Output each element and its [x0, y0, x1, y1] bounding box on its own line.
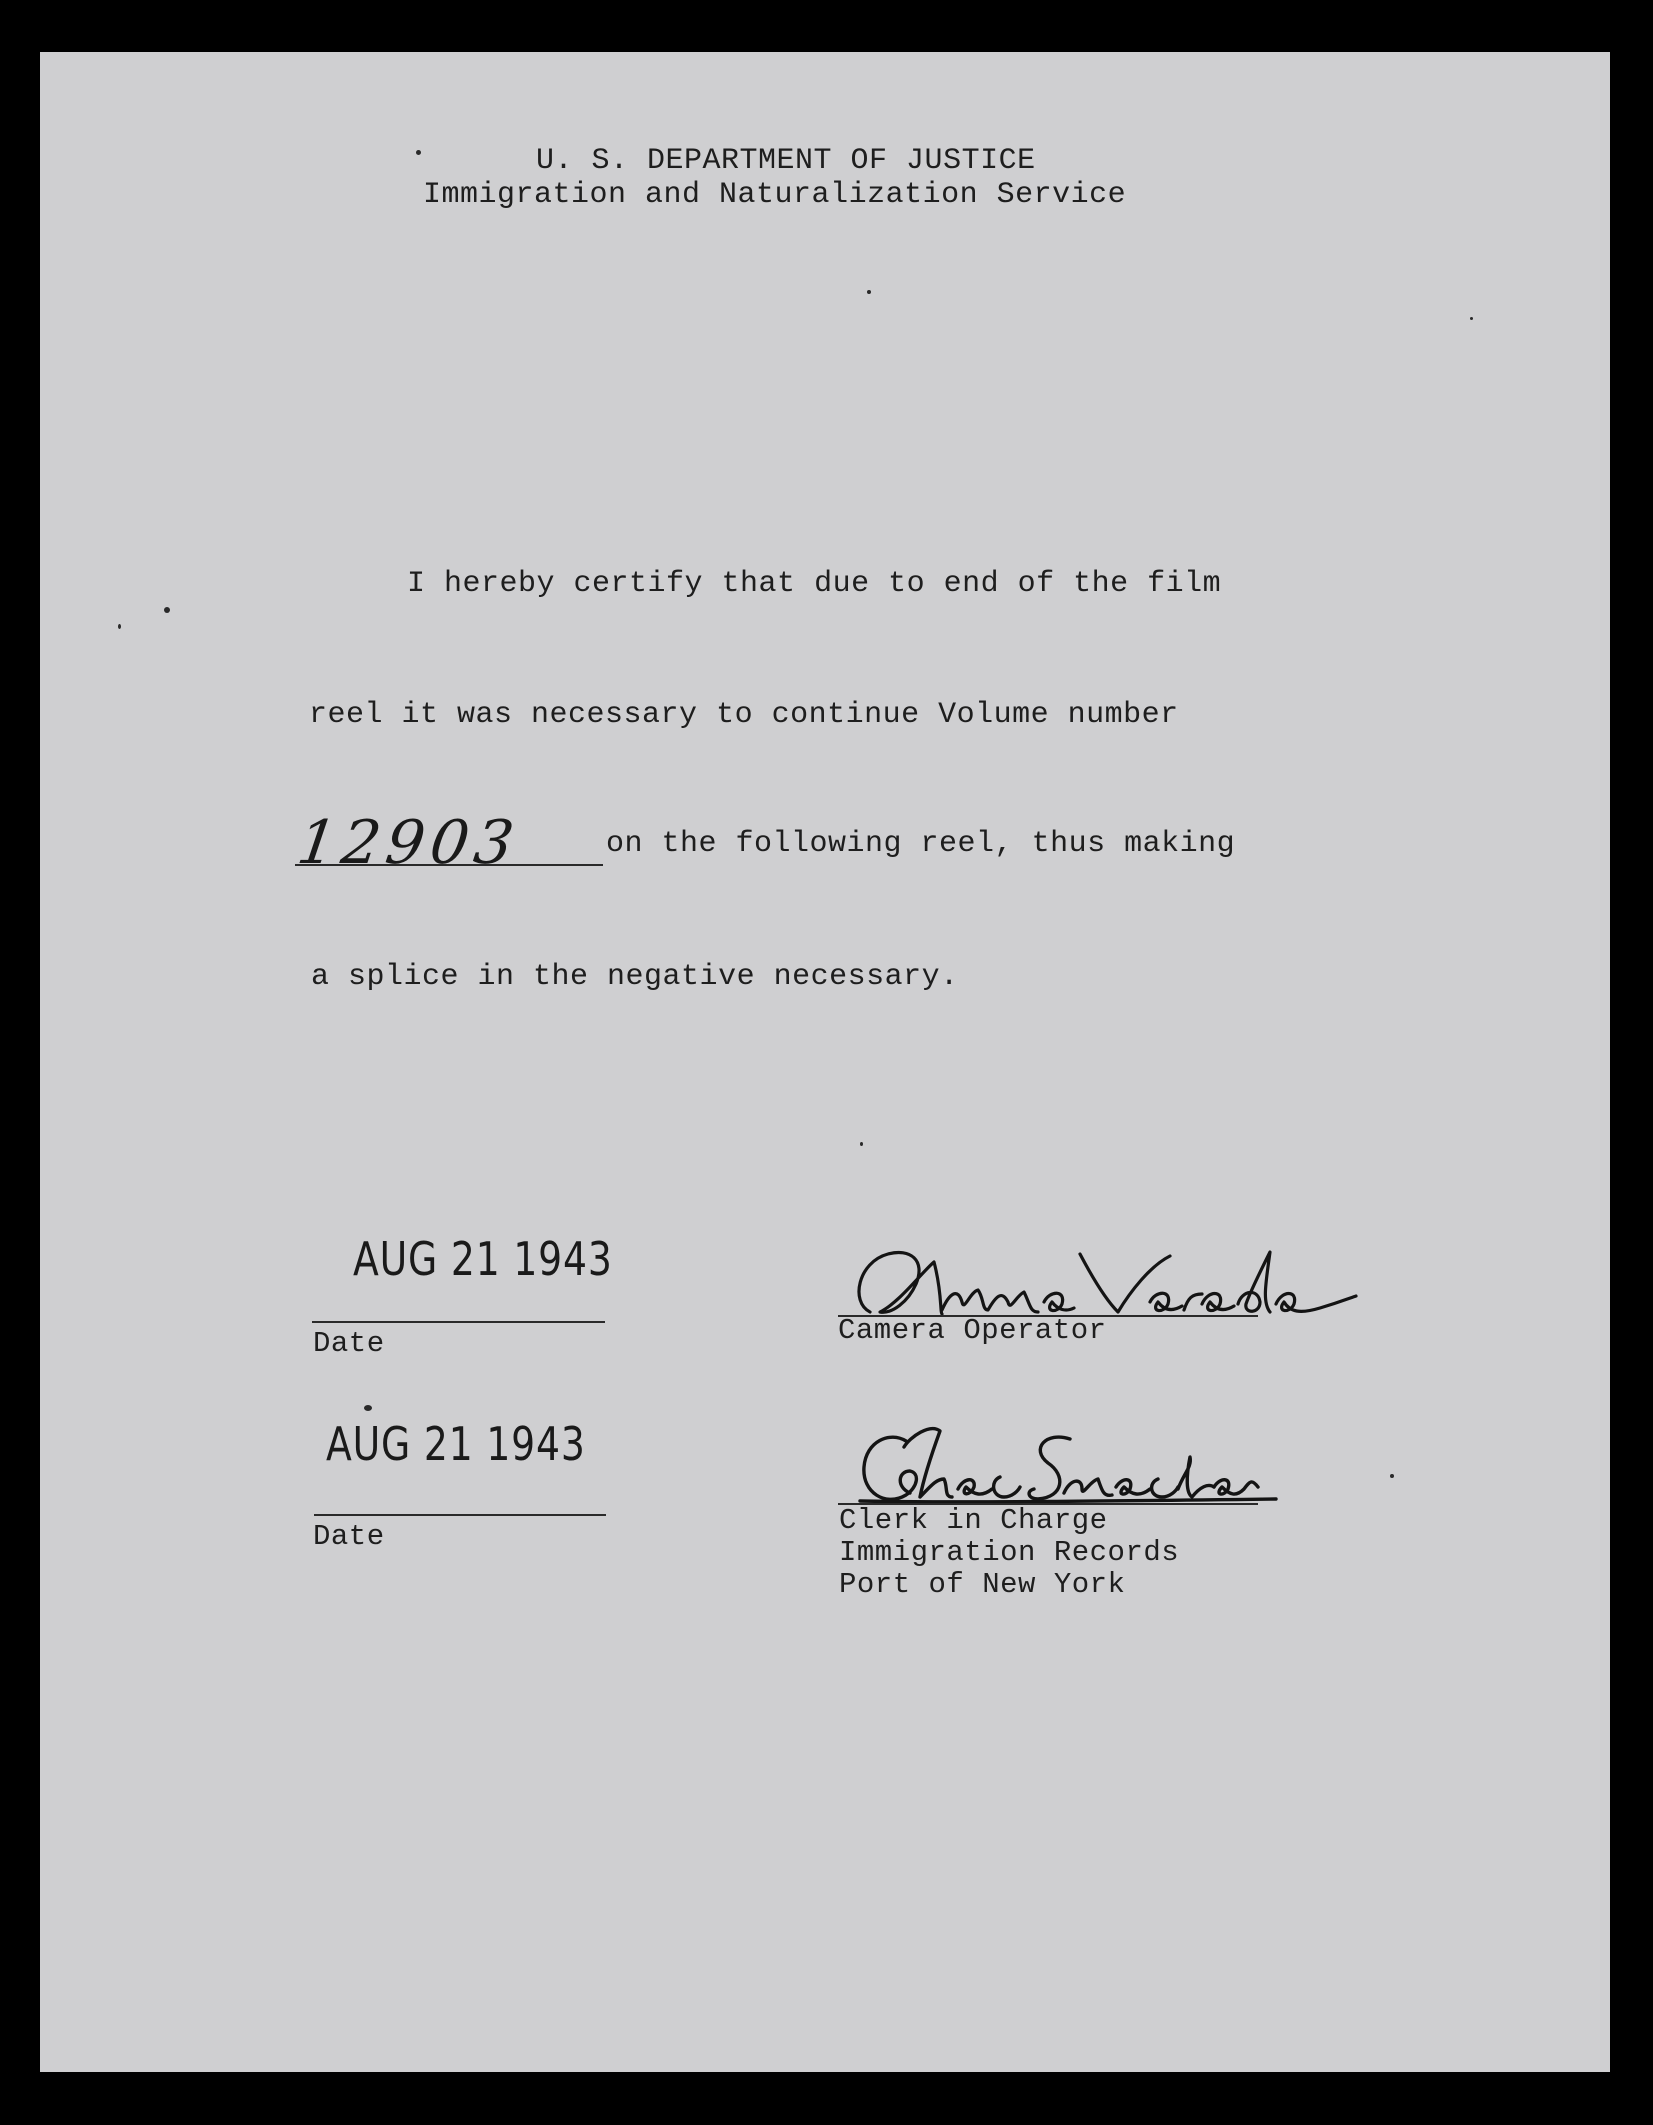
scan-speck — [416, 150, 421, 155]
date-label-1: Date — [313, 1327, 385, 1360]
scan-speck — [867, 290, 871, 294]
service-heading: Immigration and Naturalization Service — [423, 178, 1127, 212]
date-label-2: Date — [313, 1520, 385, 1553]
document-page — [40, 52, 1610, 2072]
clerk-label-line-2: Immigration Records — [839, 1536, 1180, 1569]
certificate-line-4: a splice in the negative necessary. — [311, 960, 959, 994]
date-line-2 — [314, 1514, 606, 1516]
certificate-line-3: on the following reel, thus making — [606, 827, 1236, 861]
scan-speck — [860, 1142, 863, 1146]
volume-number-handwritten: 12903 — [293, 808, 524, 878]
scan-speck — [1390, 1474, 1394, 1478]
certificate-line-1: I hereby certify that due to end of the film — [407, 567, 1222, 601]
scan-speck — [364, 1405, 372, 1411]
scan-speck — [118, 624, 121, 629]
clerk-label-line-3: Port of New York — [839, 1568, 1126, 1601]
department-heading: U. S. DEPARTMENT OF JUSTICE — [536, 144, 1036, 178]
clerk-signature — [840, 1417, 1280, 1517]
clerk-label-line-1: Clerk in Charge — [839, 1504, 1108, 1537]
scan-speck — [164, 607, 170, 613]
certificate-line-2: reel it was necessary to continue Volume number — [309, 698, 1179, 732]
volume-number-underline — [295, 864, 603, 866]
date-line-1 — [312, 1321, 605, 1323]
scan-speck — [1470, 317, 1473, 320]
date-stamp-2: AUG 21 1943 — [326, 1417, 586, 1471]
camera-operator-label: Camera Operator — [838, 1314, 1107, 1347]
date-stamp-1: AUG 21 1943 — [353, 1232, 613, 1286]
